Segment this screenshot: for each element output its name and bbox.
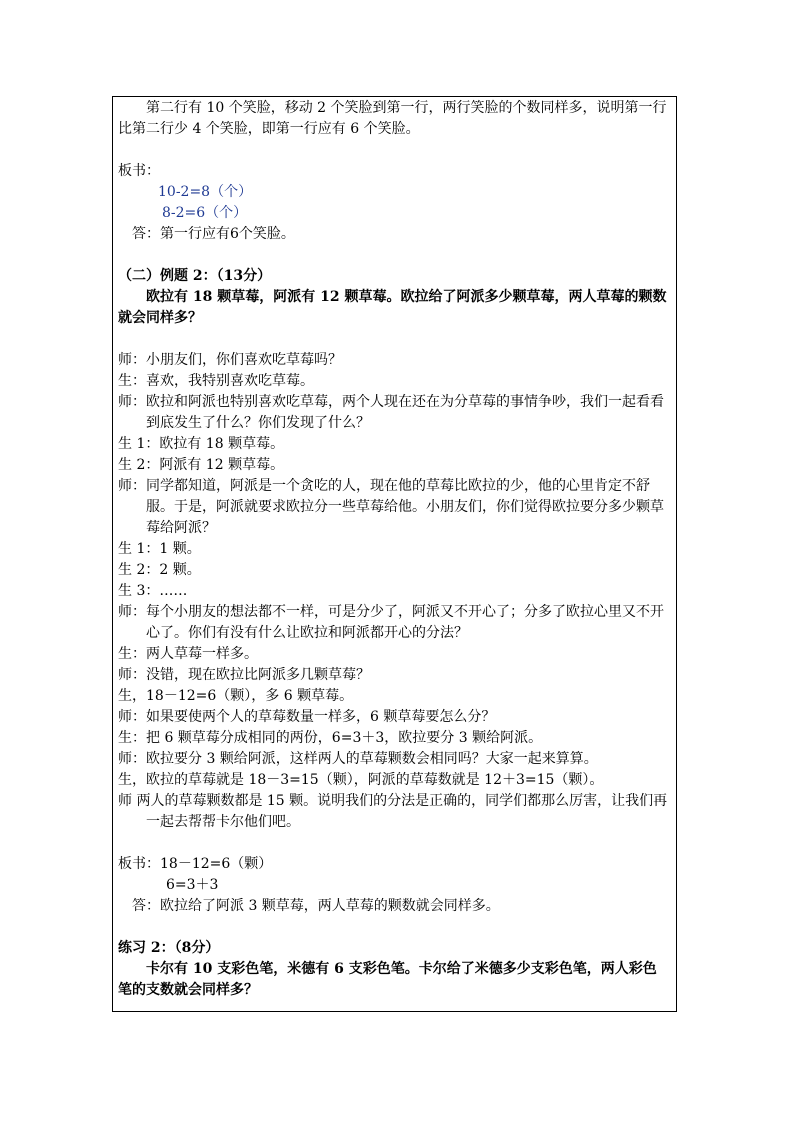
blackboard-label: 板书： — [118, 163, 160, 179]
dialogue-line: 师：同学都知道，阿派是一个贪吃的人，现在他的草莓比欧拉的少，他的心里肯定不舒服。于是，阿派就要求欧拉分一些草莓给他。小朋友们，你们觉得欧拉要分多少颗草莓给阿派？ — [118, 478, 664, 536]
section-heading-example-2: （二）例题 2：（13分） — [118, 268, 272, 284]
answer-line: 答：第一行应有6个笑脸。 — [132, 226, 295, 242]
dialogue-line: 师：欧拉要分 3 颗给阿派，这样两人的草莓颗数会相同吗？大家一起来算算。 — [118, 751, 598, 767]
dialogue-line: 师 两人的草莓颗数都是 15 颗。说明我们的分法是正确的，同学们都那么厉害，让我们再一起去帮帮卡尔他们吧。 — [118, 793, 668, 830]
dialogue-line: 师：小朋友们，你们喜欢吃草莓吗？ — [118, 352, 342, 368]
dialogue-line: 师：欧拉和阿派也特别喜欢吃草莓，两个人现在还在为分草莓的事情争吵，我们一起看看到底发生了什么？你们发现了什么？ — [118, 394, 664, 431]
dialogue-line: 生 2：阿派有 12 颗草莓。 — [118, 457, 285, 473]
paragraph-smiley-explanation: 第二行有 10 个笑脸，移动 2 个笑脸到第一行，两行笑脸的个数同样多，说明第一行比第二行少 4 个笑脸，即第一行应有 6 个笑脸。 — [118, 100, 667, 137]
dialogue-line: 生 3：…… — [118, 583, 188, 599]
lesson-content — [118, 98, 670, 1001]
dialogue-line: 生，18－12=6（颗），多 6 颗草莓。 — [118, 688, 354, 704]
equation-line: 8-2=6（个） — [162, 205, 248, 221]
equation-line: 10-2=8（个） — [158, 184, 253, 200]
dialogue-line: 生：喜欢，我特别喜欢吃草莓。 — [118, 373, 314, 389]
answer-line: 答：欧拉给了阿派 3 颗草莓，两人草莓的颗数就会同样多。 — [132, 898, 500, 914]
blackboard-equation: 板书：18－12=6（颗） — [118, 856, 273, 872]
dialogue-line: 生 2：2 颗。 — [118, 562, 201, 578]
dialogue-line: 生：把 6 颗草莓分成相同的两份，6=3＋3，欧拉要分 3 颗给阿派。 — [118, 730, 543, 746]
example-problem: 欧拉有 18 颗草莓，阿派有 12 颗草莓。欧拉给了阿派多少颗草莓，两人草莓的颗数就会同样多？ — [118, 289, 667, 326]
dialogue-line: 生，欧拉的草莓就是 18－3=15（颗），阿派的草莓数就是 12＋3=15（颗）。 — [118, 772, 604, 788]
dialogue-line: 师：没错，现在欧拉比阿派多几颗草莓？ — [118, 667, 370, 683]
dialogue-line: 生：两人草莓一样多。 — [118, 646, 258, 662]
dialogue-line: 师：每个小朋友的想法都不一样，可是分少了，阿派又不开心了；分多了欧拉心里又不开心了。你们有没有什么让欧拉和阿派都开心的分法？ — [118, 604, 664, 641]
practice-problem: 卡尔有 10 支彩色笔，米德有 6 支彩色笔。卡尔给了米德多少支彩色笔，两人彩色笔的支数就会同样多？ — [118, 961, 657, 998]
dialogue-line: 师：如果要使两个人的草莓数量一样多，6 颗草莓要怎么分？ — [118, 709, 496, 725]
dialogue-line: 生 1：1 颗。 — [118, 541, 201, 557]
equation-line: 6=3＋3 — [166, 877, 219, 893]
dialogue-line: 生 1：欧拉有 18 颗草莓。 — [118, 436, 285, 452]
section-heading-practice-2: 练习 2：（8分） — [118, 940, 220, 956]
